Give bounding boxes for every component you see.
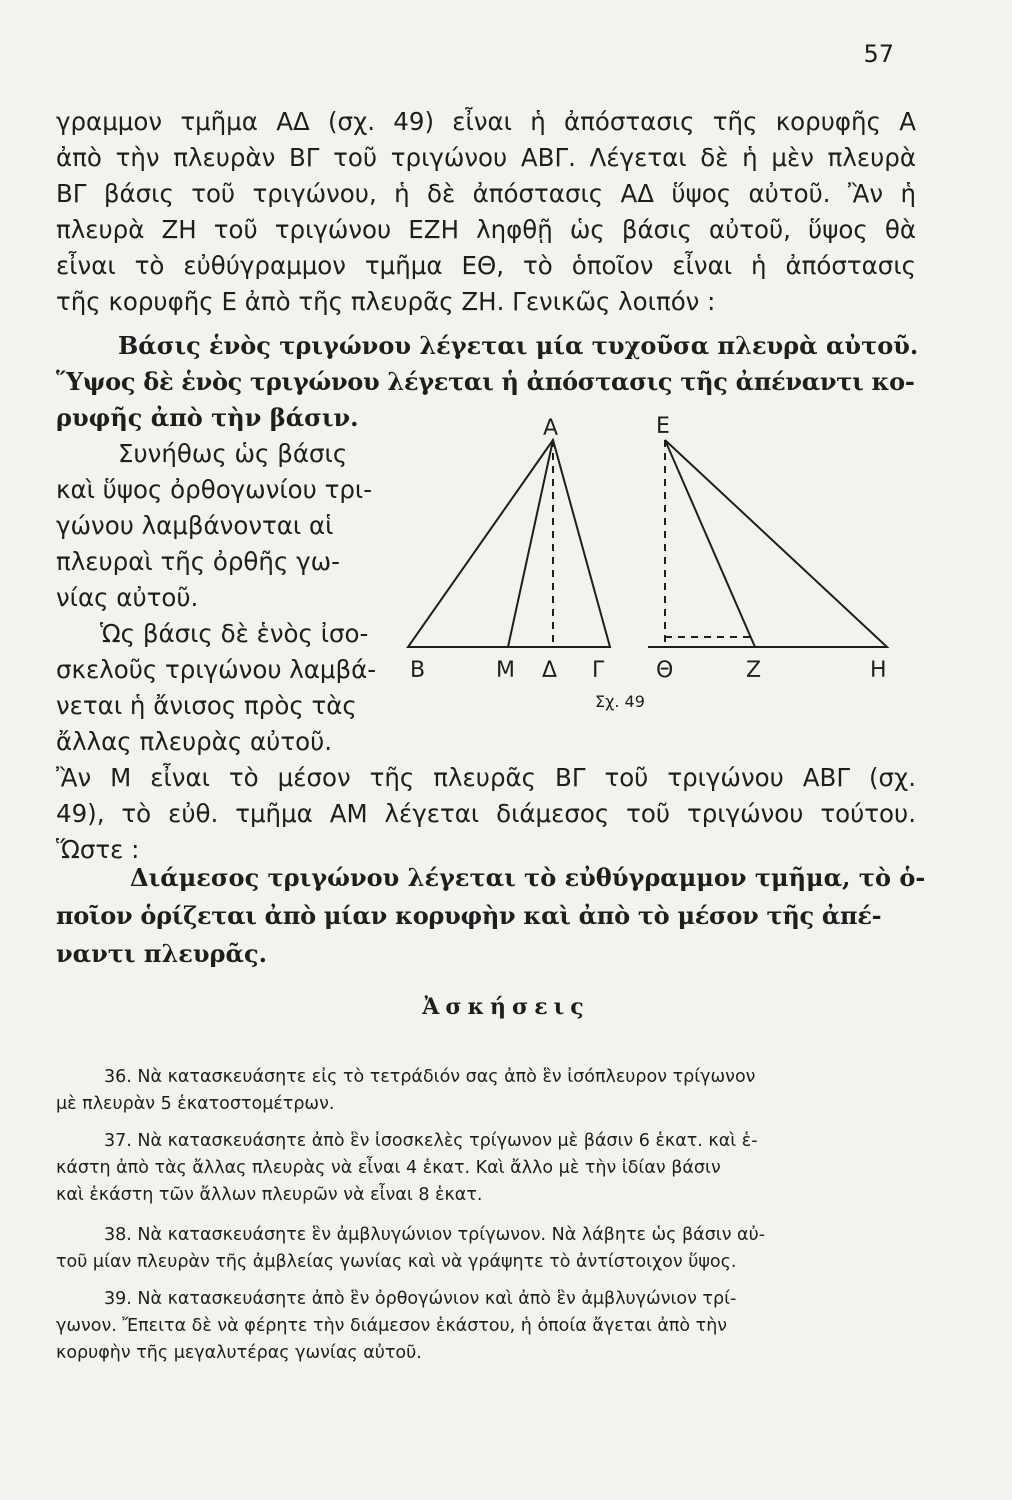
side-text-line: Ὡς βάσις δὲ ἑνὸς ἰσο- [100, 619, 369, 648]
figure-caption: Σχ. 49 [595, 692, 645, 711]
side-text-line: πλευραὶ τῆς ὀρθῆς γω- [56, 547, 340, 576]
exercise-39 [56, 1286, 914, 1367]
definition-height-line: Ὕψος δὲ ἑνὸς τριγώνου λέγεται ἡ ἀπόστασις τῆς ἀπέναντι κο- [56, 367, 915, 396]
paragraph-altitude-intro [56, 104, 916, 320]
label-z: Ζ [746, 658, 762, 683]
exercise-line: γωνον. Ἔπειτα δὲ νὰ φέρητε τὴν διάμεσον ἑκάστου, ἡ ὁποία ἄγεται ἀπὸ τὴν [56, 1316, 728, 1336]
definition-base-line: Βάσις ἑνὸς τριγώνου λέγεται μία τυχοῦσα πλευρὰ αὐτοῦ. [118, 331, 919, 360]
exercise-line: 37. Νὰ κατασκευάσητε ἀπὸ ἓν ἰσοσκελὲς τρίγωνον μὲ βάσιν 6 ἑκατ. καὶ ἑ- [104, 1131, 758, 1151]
exercise-line: κορυφὴν τῆς μεγαλυτέρας γωνίας αὐτοῦ. [56, 1343, 422, 1363]
triangle-abg [408, 440, 610, 647]
definition-median-line: Διάμεσος τριγώνου λέγεται τὸ εὐθύγραμμον τμῆμα, τὸ ὁ- [130, 863, 926, 892]
side-text-line: νεται ἡ ἄνισος πρὸς τὰς [56, 691, 357, 720]
label-b: Β [410, 658, 426, 683]
label-a: Α [543, 416, 559, 441]
text-line: πλευρὰ ΖΗ τοῦ τριγώνου ΕΖΗ ληφθῇ ὡς βάσις αὐτοῦ, ὕψος θὰ [56, 215, 916, 244]
side-text-line: νίας αὐτοῦ. [56, 583, 199, 612]
text-line: ΒΓ βάσις τοῦ τριγώνου, ἡ δὲ ἀπόστασις ΑΔ ὕψος αὐτοῦ. Ἂν ἡ [56, 179, 916, 208]
label-th: Θ [656, 658, 674, 683]
side-text-line: Συνήθως ὡς βάσις [118, 439, 348, 468]
figure-49-triangles [380, 405, 900, 725]
text-line: τῆς κορυφῆς Ε ἀπὸ τῆς πλευρᾶς ΖΗ. Γενικῶς λοιπόν : [56, 287, 716, 316]
text-line: Ἂν Μ εἶναι τὸ μέσον τῆς πλευρᾶς ΒΓ τοῦ τριγώνου ΑΒΓ (σχ. [56, 763, 916, 792]
label-d: Δ [542, 658, 558, 683]
definition-height-line-end: ρυφῆς ἀπὸ τὴν βάσιν. [56, 403, 359, 432]
exercise-line: κάστη ἀπὸ τὰς ἄλλας πλευρὰς νὰ εἶναι 4 ἑκατ. Καὶ ἄλλο μὲ τὴν ἰδίαν βάσιν [56, 1158, 721, 1178]
exercise-line: 36. Νὰ κατασκευάσητε εἰς τὸ τετράδιόν σας ἀπὸ ἓν ἰσόπλευρον τρίγωνον [104, 1067, 756, 1087]
text-line: ἀπὸ τὴν πλευρὰν ΒΓ τοῦ τριγώνου ΑΒΓ. Λέγεται δὲ ἡ μὲν πλευρὰ [56, 143, 916, 172]
exercise-line: 38. Νὰ κατασκευάσητε ἓν ἀμβλυγώνιον τρίγωνον. Νὰ λάβητε ὡς βάσιν αὐ- [104, 1225, 766, 1245]
side-text-line: καὶ ὕψος ὀρθογωνίου τρι- [56, 475, 373, 504]
side-text-line: γώνου λαμβάνονται αἱ [56, 511, 334, 540]
label-h: Η [870, 658, 887, 683]
exercises-title: Ἀσκήσεις [422, 994, 590, 1020]
exercise-36 [56, 1064, 914, 1118]
definition-median-line: ποῖον ὁρίζεται ἀπὸ μίαν κορυφὴν καὶ ἀπὸ τὸ μέσον τῆς ἀπέ- [56, 901, 882, 930]
triangle-ezh [648, 440, 887, 647]
side-text-line: σκελοῦς τριγώνου λαμβά- [56, 655, 377, 684]
exercise-38 [56, 1222, 914, 1276]
definition-median-line-end: ναντι πλευρᾶς. [56, 939, 267, 968]
exercise-line: καὶ ἑκάστη τῶν ἄλλων πλευρῶν νὰ εἶναι 8 ἑκατ. [56, 1185, 483, 1205]
label-g: Γ [592, 658, 605, 683]
exercise-line: 39. Νὰ κατασκευάσητε ἀπὸ ἓν ὀρθογώνιον καὶ ἀπὸ ἓν ἀμβλυγώνιον τρί- [104, 1289, 737, 1309]
text-line: γραμμον τμῆμα ΑΔ (σχ. 49) εἶναι ἡ ἀπόστασις τῆς κορυφῆς Α [56, 107, 916, 136]
exercise-line: τοῦ μίαν πλευρὰν τῆς ἀμβλείας γωνίας καὶ νὰ γράψητε τὸ ἀντίστοιχον ὕψος. [56, 1252, 737, 1272]
text-line: εἶναι τὸ εὐθύγραμμον τμῆμα ΕΘ, τὸ ὁποῖον εἶναι ἡ ἀπόστασις [56, 251, 916, 280]
text-line: Ὥστε : [56, 835, 140, 864]
page-number: 57 [863, 40, 894, 68]
side-text-line: ἄλλας πλευρὰς αὐτοῦ. [56, 727, 333, 756]
exercise-line: μὲ πλευρὰν 5 ἑκατοστομέτρων. [56, 1094, 335, 1114]
label-m: Μ [496, 658, 515, 683]
exercise-37 [56, 1128, 914, 1209]
paragraph-median-intro [56, 760, 916, 868]
label-e: Ε [656, 414, 670, 439]
text-line: 49), τὸ εὐθ. τμῆμα ΑΜ λέγεται διάμεσος τοῦ τριγώνου τούτου. [56, 799, 916, 828]
